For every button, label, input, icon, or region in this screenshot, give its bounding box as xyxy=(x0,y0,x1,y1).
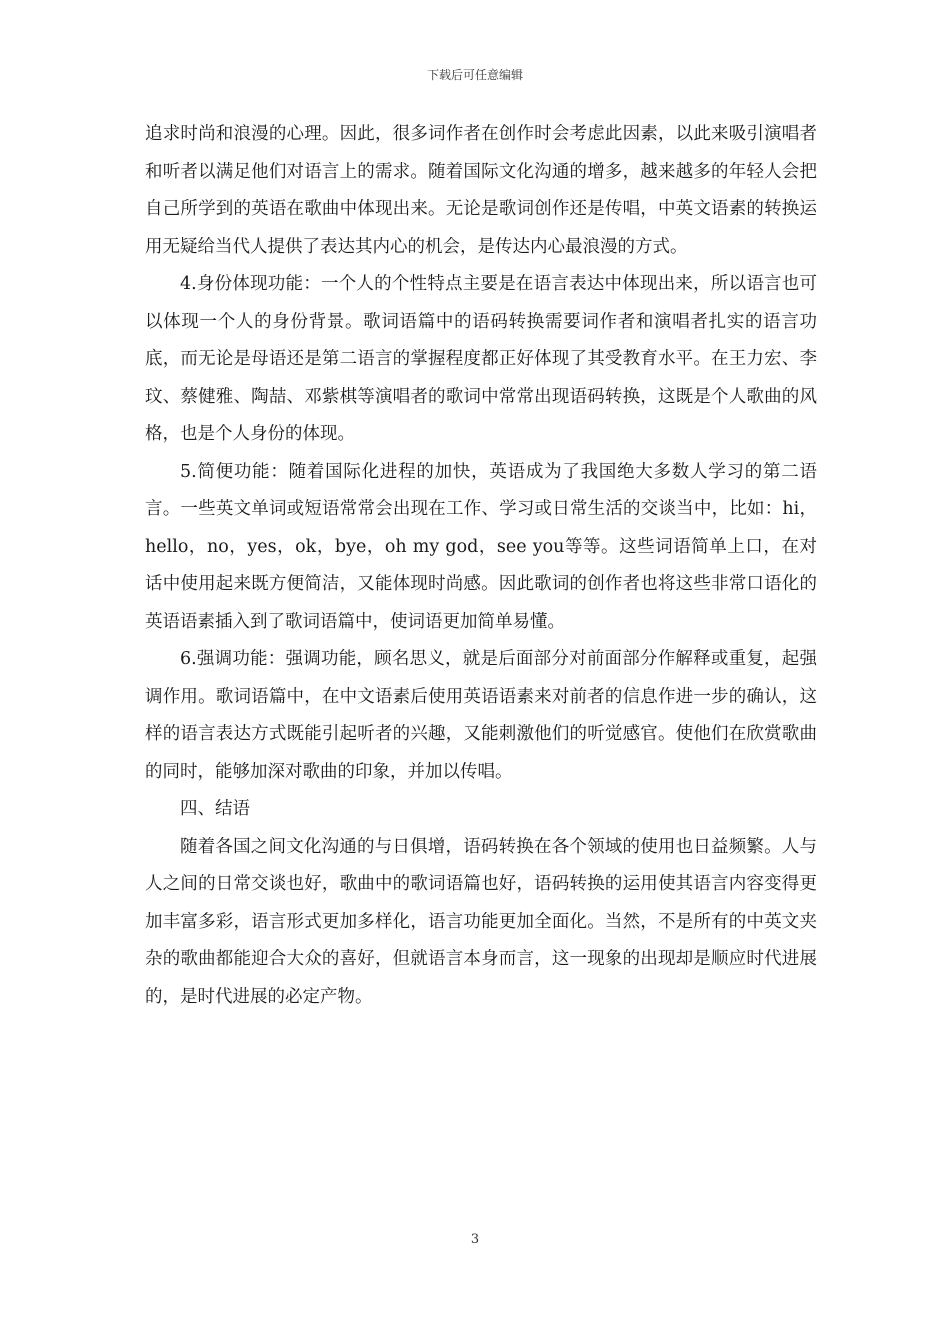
page-header: 下载后可任意编辑 xyxy=(426,68,523,82)
paragraph-continuation: 追求时尚和浪漫的心理。因此，很多词作者在创作时会考虑此因素，以此来吸引演唱者和听者以满足他们对语言上的需求。随着国际文化沟通的增多，越来越多的年轻人会把自己所学到的英语在歌曲中体现出来。无论是歌词创作还是传唱，中英文语素的转换运用无疑给当代人提供了表达其内心的机会，是传达内心最浪漫的方式。 xyxy=(145,124,817,257)
paragraph-convenience-function: 5.简便功能：随着国际化进程的加快，英语成为了我国绝大多数人学习的第二语言。一些英文单词或短语常常会出现在工作、学习或日常生活的交谈当中，比如：hi，hello，no，yes，ok，bye，oh my god，see you等等。这些词语简单上口，在对话中使用起来既方便简洁，又能体现时尚感。因此歌词的创作者也将这些非常口语化的英语语素插入到了歌词语篇中，使词语更加简单易懂。 xyxy=(145,461,817,632)
document-body xyxy=(145,116,817,1016)
paragraph-conclusion: 随着各国之间文化沟通的与日俱增，语码转换在各个领域的使用也日益频繁。人与人之间的日常交谈也好，歌曲中的歌词语篇也好，语码转换的运用使其语言内容变得更加丰富多彩，语言形式更加多样化，语言功能更加全面化。当然，不是所有的中英文夹杂的歌曲都能迎合大众的喜好，但就语言本身而言，这一现象的出现却是顺应时代进展的，是时代进展的必定产物。 xyxy=(145,836,817,1007)
section-heading-conclusion: 四、结语 xyxy=(180,799,250,819)
page-number: 3 xyxy=(470,1232,480,1247)
paragraph-emphasis-function: 6.强调功能：强调功能，顾名思义，就是后面部分对前面部分作解释或重复，起强调作用。歌词语篇中，在中文语素后使用英语语素来对前者的信息作进一步的确认，这样的语言表达方式既能引起听者的兴趣，又能刺激他们的听觉感官。使他们在欣赏歌曲的同时，能够加深对歌曲的印象，并加以传唱。 xyxy=(145,649,817,782)
paragraph-identity-function: 4.身份体现功能：一个人的个性特点主要是在语言表达中体现出来，所以语言也可以体现一个人的身份背景。歌词语篇中的语码转换需要词作者和演唱者扎实的语言功底，而无论是母语还是第二语言的掌握程度都正好体现了其受教育水平。在王力宏、李玟、蔡健雅、陶喆、邓紫棋等演唱者的歌词中常常出现语码转换，这既是个人歌曲的风格，也是个人身份的体现。 xyxy=(145,274,817,444)
